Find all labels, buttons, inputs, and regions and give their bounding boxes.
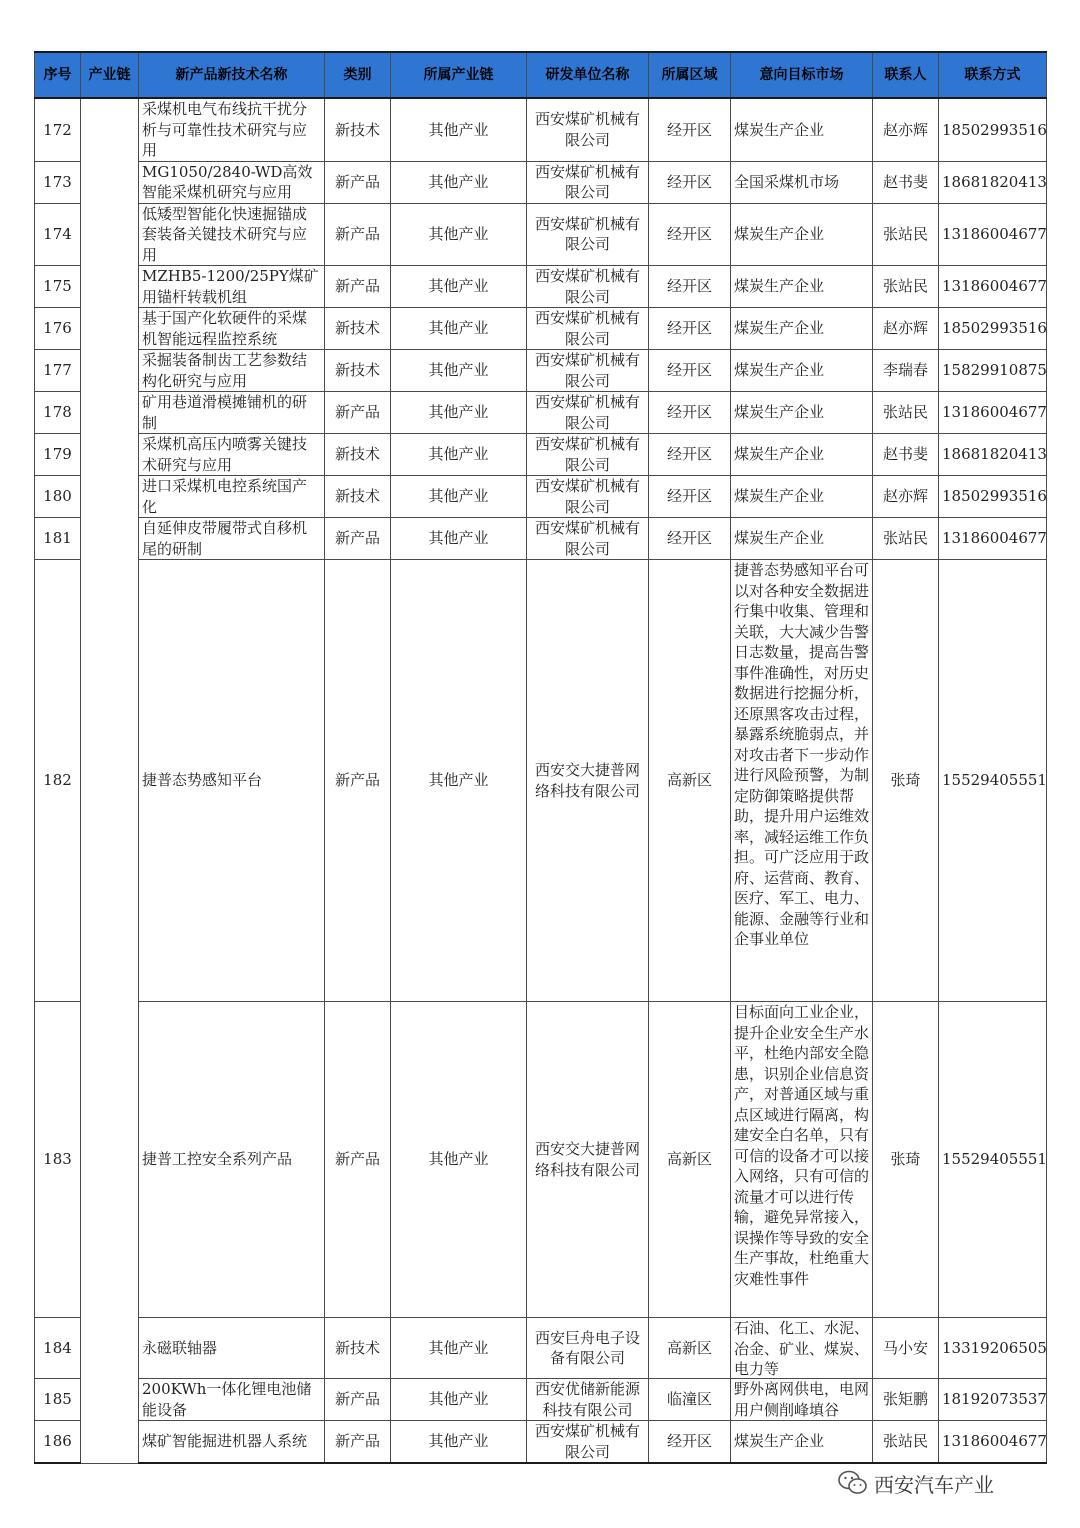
cell-category: 新产品	[325, 161, 391, 203]
cell-region: 经开区	[649, 434, 731, 476]
cell-category: 新产品	[325, 1002, 391, 1318]
header-no: 序号	[35, 52, 81, 98]
cell-name: 自延伸皮带履带式自移机尾的研制	[139, 518, 325, 560]
cell-name: 永磁联轴器	[139, 1318, 325, 1379]
cell-phone: 18502993516	[939, 308, 1047, 350]
header-industry-chain: 产业链	[81, 52, 139, 98]
cell-market: 煤炭生产企业	[731, 392, 873, 434]
cell-phone: 15529405551	[939, 560, 1047, 1002]
cell-unit: 西安煤矿机械有限公司	[527, 203, 649, 266]
table-row	[35, 203, 1047, 266]
cell-category: 新技术	[325, 476, 391, 518]
cell-phone: 18681820413	[939, 434, 1047, 476]
cell-unit: 西安煤矿机械有限公司	[527, 476, 649, 518]
cell-unit: 西安煤矿机械有限公司	[527, 308, 649, 350]
cell-name: 捷普态势感知平台	[139, 560, 325, 1002]
cell-phone: 13186004677	[939, 1421, 1047, 1464]
cell-no: 183	[35, 1002, 81, 1318]
cell-no: 176	[35, 308, 81, 350]
cell-no: 180	[35, 476, 81, 518]
cell-no: 177	[35, 350, 81, 392]
cell-contact: 张矩鹏	[873, 1379, 939, 1421]
cell-no: 185	[35, 1379, 81, 1421]
cell-phone: 13319206505	[939, 1318, 1047, 1379]
cell-phone: 13186004677	[939, 392, 1047, 434]
cell-contact: 张站民	[873, 203, 939, 266]
cell-chain: 其他产业	[391, 1421, 527, 1464]
cell-phone: 15829910875	[939, 350, 1047, 392]
cell-name: 进口采煤机电控系统国产化	[139, 476, 325, 518]
cell-phone: 15529405551	[939, 1002, 1047, 1318]
cell-phone: 18502993516	[939, 98, 1047, 161]
table-row	[35, 392, 1047, 434]
cell-contact: 张站民	[873, 392, 939, 434]
table-row	[35, 161, 1047, 203]
cell-region: 经开区	[649, 392, 731, 434]
cell-region: 经开区	[649, 476, 731, 518]
cell-market	[731, 1318, 873, 1379]
cell-category: 新产品	[325, 203, 391, 266]
cell-market: 煤炭生产企业	[731, 308, 873, 350]
cell-no: 174	[35, 203, 81, 266]
cell-contact: 张站民	[873, 518, 939, 560]
header-name: 新产品新技术名称	[139, 52, 325, 98]
cell-category: 新技术	[325, 350, 391, 392]
cell-contact: 赵亦辉	[873, 98, 939, 161]
cell-phone: 18681820413	[939, 161, 1047, 203]
table-row	[35, 1318, 1047, 1379]
cell-no: 172	[35, 98, 81, 161]
watermark	[838, 1468, 994, 1498]
cell-unit: 西安煤矿机械有限公司	[527, 392, 649, 434]
cell-name: 200KWh一体化锂电池储能设备	[139, 1379, 325, 1421]
cell-contact: 赵书斐	[873, 161, 939, 203]
cell-chain: 其他产业	[391, 1318, 527, 1379]
cell-region: 经开区	[649, 518, 731, 560]
cell-name: 采煤机电气布线抗干扰分析与可靠性技术研究与应用	[139, 98, 325, 161]
cell-unit: 西安煤矿机械有限公司	[527, 350, 649, 392]
cell-name: 煤矿智能掘进机器人系统	[139, 1421, 325, 1464]
cell-category: 新产品	[325, 392, 391, 434]
table-row	[35, 1002, 1047, 1318]
cell-category: 新产品	[325, 1379, 391, 1421]
cell-chain: 其他产业	[391, 203, 527, 266]
cell-chain: 其他产业	[391, 434, 527, 476]
cell-no: 184	[35, 1318, 81, 1379]
cell-no: 181	[35, 518, 81, 560]
table-row	[35, 1421, 1047, 1464]
cell-unit: 西安巨舟电子设备有限公司	[527, 1318, 649, 1379]
header-phone: 联系方式	[939, 52, 1047, 98]
cell-chain: 其他产业	[391, 476, 527, 518]
watermark-text: 西安汽车产业	[874, 1472, 994, 1497]
cell-contact: 张站民	[873, 1421, 939, 1464]
cell-chain: 其他产业	[391, 560, 527, 1002]
cell-unit: 西安煤矿机械有限公司	[527, 266, 649, 308]
cell-unit: 西安煤矿机械有限公司	[527, 518, 649, 560]
table-row	[35, 350, 1047, 392]
cell-region: 经开区	[649, 98, 731, 161]
cell-market: 煤炭生产企业	[731, 434, 873, 476]
cell-market: 煤炭生产企业	[731, 203, 873, 266]
cell-market	[731, 1379, 873, 1421]
cell-market: 煤炭生产企业	[731, 266, 873, 308]
cell-market	[731, 560, 873, 1002]
table-row	[35, 476, 1047, 518]
header-chain: 所属产业链	[391, 52, 527, 98]
cell-no: 178	[35, 392, 81, 434]
cell-name: 基于国产化软硬件的采煤机智能远程监控系统	[139, 308, 325, 350]
cell-name: 低矮型智能化快速掘锚成套装备关键技术研究与应用	[139, 203, 325, 266]
cell-market-text: 目标面向工业企业，提升企业安全生产水平，杜绝内部安全隐患，识别企业信息资产，对普通区域与重点区域进行隔离，构建安全白名单，只有可信的设备才可以接入网络，只有可信的流量才可以进行传输，避免异常接入，误操作等导致的安全生产事故，杜绝重大灾难性事件	[734, 1003, 870, 1288]
cell-unit: 西安煤矿机械有限公司	[527, 434, 649, 476]
cell-region: 经开区	[649, 308, 731, 350]
table-row	[35, 518, 1047, 560]
cell-category: 新技术	[325, 434, 391, 476]
cell-phone: 13186004677	[939, 203, 1047, 266]
cell-region: 高新区	[649, 1002, 731, 1318]
cell-unit: 西安煤矿机械有限公司	[527, 161, 649, 203]
cell-no: 186	[35, 1421, 81, 1464]
cell-chain: 其他产业	[391, 518, 527, 560]
cell-market: 煤炭生产企业	[731, 98, 873, 161]
cell-contact: 张琦	[873, 1002, 939, 1318]
cell-no: 179	[35, 434, 81, 476]
cell-region: 经开区	[649, 1421, 731, 1464]
cell-name: 捷普工控安全系列产品	[139, 1002, 325, 1318]
cell-name: 采掘装备制齿工艺参数结构化研究与应用	[139, 350, 325, 392]
cell-chain: 其他产业	[391, 350, 527, 392]
cell-no: 175	[35, 266, 81, 308]
cell-name: MZHB5-1200/25PY煤矿用锚杆转载机组	[139, 266, 325, 308]
table-row	[35, 308, 1047, 350]
table-row	[35, 560, 1047, 1002]
cell-chain: 其他产业	[391, 308, 527, 350]
header-unit: 研发单位名称	[527, 52, 649, 98]
cell-region: 临潼区	[649, 1379, 731, 1421]
cell-market: 煤炭生产企业	[731, 518, 873, 560]
cell-region: 经开区	[649, 350, 731, 392]
cell-contact: 马小安	[873, 1318, 939, 1379]
cell-contact: 李瑞春	[873, 350, 939, 392]
cell-name: 矿用巷道滑模摊铺机的研制	[139, 392, 325, 434]
cell-industry-chain	[81, 98, 139, 1463]
table-row	[35, 266, 1047, 308]
cell-chain: 其他产业	[391, 1379, 527, 1421]
header-region: 所属区域	[649, 52, 731, 98]
cell-category: 新产品	[325, 1421, 391, 1464]
cell-region: 经开区	[649, 161, 731, 203]
cell-no: 173	[35, 161, 81, 203]
cell-market: 煤炭生产企业	[731, 350, 873, 392]
table-header-row	[35, 52, 1047, 98]
cell-unit: 西安煤矿机械有限公司	[527, 1421, 649, 1464]
cell-region: 经开区	[649, 266, 731, 308]
cell-category: 新技术	[325, 98, 391, 161]
header-category: 类别	[325, 52, 391, 98]
cell-phone: 18192073537	[939, 1379, 1047, 1421]
cell-unit: 西安交大捷普网络科技有限公司	[527, 1002, 649, 1318]
cell-market-text: 捷普态势感知平台可以对各种安全数据进行集中收集、管理和关联，大大减少告警日志数量，提高告警事件准确性，对历史数据进行挖掘分析，还原黑客攻击过程，暴露系统脆弱点，并对攻击者下一步动作进行风险预警，为制定防御策略提供帮助，提升用户运维效率，减轻运维工作负担。可广泛应用于政府、运营商、教育、医疗、军工、电力、能源、金融等行业和企事业单位	[734, 561, 870, 948]
table-row	[35, 98, 1047, 161]
cell-contact: 张琦	[873, 560, 939, 1002]
table-body	[35, 98, 1047, 1463]
cell-phone: 18502993516	[939, 476, 1047, 518]
table-row	[35, 1379, 1047, 1421]
cell-market: 煤炭生产企业	[731, 476, 873, 518]
wechat-icon	[838, 1470, 868, 1496]
cell-region: 经开区	[649, 203, 731, 266]
cell-market-text: 野外离网供电，电网用户侧削峰填谷	[734, 1380, 870, 1419]
cell-contact: 张站民	[873, 266, 939, 308]
cell-name: MG1050/2840-WD高效智能采煤机研究与应用	[139, 161, 325, 203]
cell-no: 182	[35, 560, 81, 1002]
cell-contact: 赵亦辉	[873, 476, 939, 518]
cell-chain: 其他产业	[391, 392, 527, 434]
cell-region: 高新区	[649, 1318, 731, 1379]
cell-phone: 13186004677	[939, 266, 1047, 308]
header-contact: 联系人	[873, 52, 939, 98]
cell-chain: 其他产业	[391, 98, 527, 161]
cell-contact: 赵书斐	[873, 434, 939, 476]
cell-chain: 其他产业	[391, 1002, 527, 1318]
cell-category: 新产品	[325, 266, 391, 308]
cell-contact: 赵亦辉	[873, 308, 939, 350]
cell-phone: 13186004677	[939, 518, 1047, 560]
cell-region: 高新区	[649, 560, 731, 1002]
cell-market	[731, 1002, 873, 1318]
cell-market: 全国采煤机市场	[731, 161, 873, 203]
cell-category: 新技术	[325, 308, 391, 350]
cell-unit: 西安优储新能源科技有限公司	[527, 1379, 649, 1421]
cell-category: 新技术	[325, 1318, 391, 1379]
table-row	[35, 434, 1047, 476]
cell-unit: 西安交大捷普网络科技有限公司	[527, 560, 649, 1002]
product-table	[34, 51, 1047, 1464]
cell-category: 新产品	[325, 518, 391, 560]
cell-chain: 其他产业	[391, 161, 527, 203]
cell-category: 新产品	[325, 560, 391, 1002]
cell-name: 采煤机高压内喷雾关键技术研究与应用	[139, 434, 325, 476]
cell-unit: 西安煤矿机械有限公司	[527, 98, 649, 161]
cell-market-text: 石油、化工、水泥、冶金、矿业、煤炭、电力等	[734, 1319, 870, 1378]
cell-chain: 其他产业	[391, 266, 527, 308]
header-market: 意向目标市场	[731, 52, 873, 98]
cell-market: 煤炭生产企业	[731, 1421, 873, 1464]
